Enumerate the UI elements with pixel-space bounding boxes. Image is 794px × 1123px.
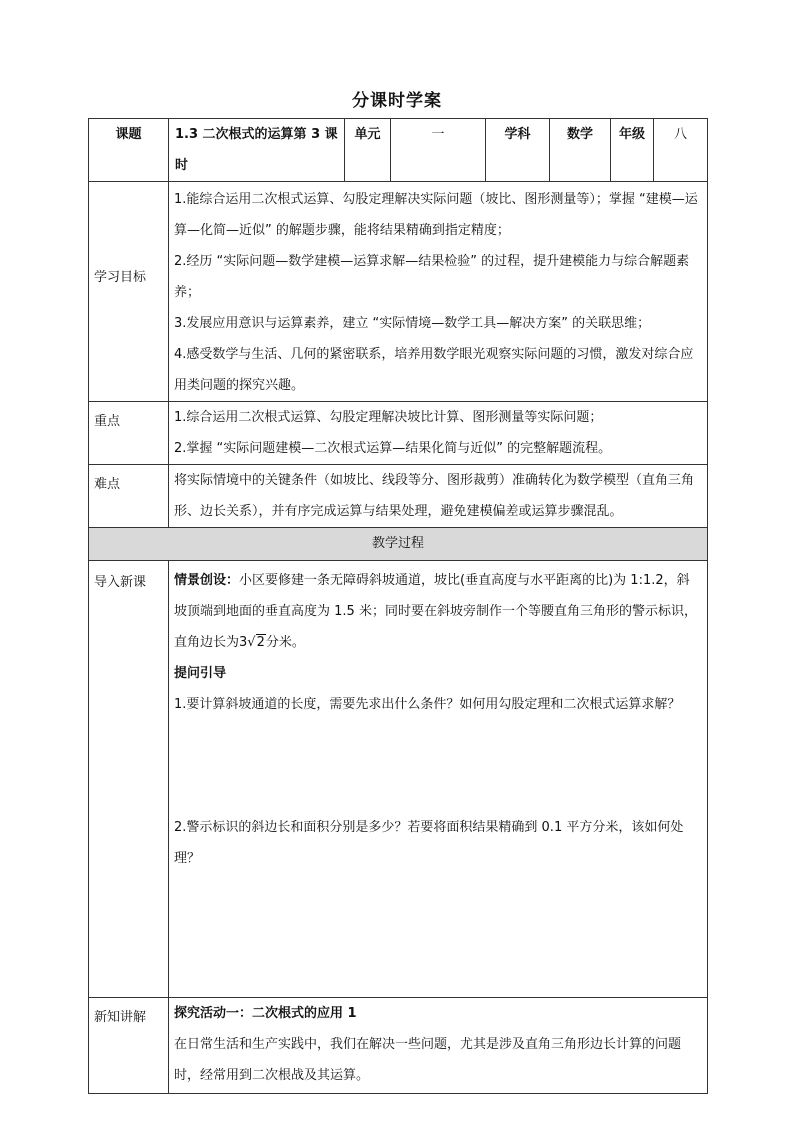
- subject-value: 数学: [550, 119, 611, 182]
- page-title: 分课时学案: [352, 91, 442, 111]
- answer-space: [174, 720, 702, 812]
- intro-row: [89, 561, 708, 998]
- objective-item: 4.感受数学与生活、几何的紧密联系，培养用数学眼光观察实际问题的习惯，激发对综合应用类问题的探究兴趣。: [174, 347, 694, 393]
- key-point-item: 2.掌握 “实际问题建模—二次根式运算—结果化简与近似” 的完整解题流程。: [174, 441, 612, 456]
- scenario-text-1: 小区要修建一条无障碍斜坡通道，坡比(垂直高度与水平距离的比)为 1:1.2，斜坡顶端到地面的垂直高度为 1.5 米；同时要在斜坡旁制作一个等腰直角三角形的警示标识，直角边长为: [174, 573, 697, 650]
- unit-value: 一: [391, 119, 486, 182]
- difficulties-content: [169, 465, 708, 528]
- unit-label: 单元: [345, 119, 391, 182]
- difficulties-row: [89, 465, 708, 528]
- difficulties-label: 难点: [89, 465, 169, 528]
- difficulties-text: 将实际情境中的关键条件（如坡比、线段等分、图形裁剪）准确转化为数学模型（直角三角形、边长关系），并有序完成运算与结果处理，避免建模偏差或运算步骤混乱。: [174, 473, 695, 519]
- question-2: 2.警示标识的斜边长和面积分别是多少？若要将面积结果精确到 0.1 平方分米，该如何处理？: [174, 820, 684, 866]
- question-1: 1.要计算斜坡通道的长度，需要先求出什么条件？如何用勾股定理和二次根式运算求解？: [174, 697, 681, 712]
- objectives-content: [169, 182, 708, 402]
- activity-title: 探究活动一：二次根式的应用 1: [174, 1006, 357, 1021]
- process-heading: 教学过程: [89, 528, 708, 561]
- lesson-plan-table: [88, 118, 708, 1094]
- activity-text: 在日常生活和生产实践中，我们在解决一些问题，尤其是涉及直角三角形边长计算的问题时，经常用到二次根战及其运算。: [174, 1037, 682, 1083]
- key-point-item: 1.综合运用二次根式运算、勾股定理解决坡比计算、图形测量等实际问题；: [174, 410, 603, 425]
- objective-item: 3.发展应用意识与运算素养，建立 “实际情境—数学工具—解决方案” 的关联思维；: [174, 316, 651, 331]
- sqrt-expression: 3√2: [239, 635, 265, 650]
- intro-label: 导入新课: [89, 561, 169, 998]
- lesson-value: 1.3 二次根式的运算第 3 课时: [169, 119, 345, 182]
- intro-content: [169, 561, 708, 998]
- scenario-paragraph: [174, 565, 702, 658]
- key-points-content: [169, 402, 708, 465]
- header-row: [89, 119, 708, 182]
- scenario-text-2: 分米。: [265, 635, 305, 650]
- scenario-label: 情景创设：: [174, 573, 240, 588]
- sqrt-radicand: 2: [256, 635, 265, 650]
- new-knowledge-label: 新知讲解: [89, 998, 169, 1094]
- objective-item: 2.经历 “实际问题—数学建模—运算求解—结果检验” 的过程，提升建模能力与综合解题素养；: [174, 254, 690, 300]
- objective-item: 1.能综合运用二次根式运算、勾股定理解决实际问题（坡比、图形测量等）；掌握 “建模—运算—化简—近似” 的解题步骤，能将结果精确到指定精度；: [174, 192, 698, 238]
- process-heading-row: [89, 528, 708, 561]
- new-knowledge-row: [89, 998, 708, 1094]
- new-knowledge-content: [169, 998, 708, 1094]
- grade-label: 年级: [611, 119, 654, 182]
- key-points-label: 重点: [89, 402, 169, 465]
- subject-label: 学科: [486, 119, 550, 182]
- guide-heading: 提问引导: [174, 666, 227, 681]
- objectives-label: 学习目标: [89, 182, 169, 402]
- sqrt-coefficient: 3: [239, 635, 248, 650]
- key-points-row: [89, 402, 708, 465]
- lesson-label: 课题: [89, 119, 169, 182]
- grade-value: 八: [654, 119, 708, 182]
- objectives-row: [89, 182, 708, 402]
